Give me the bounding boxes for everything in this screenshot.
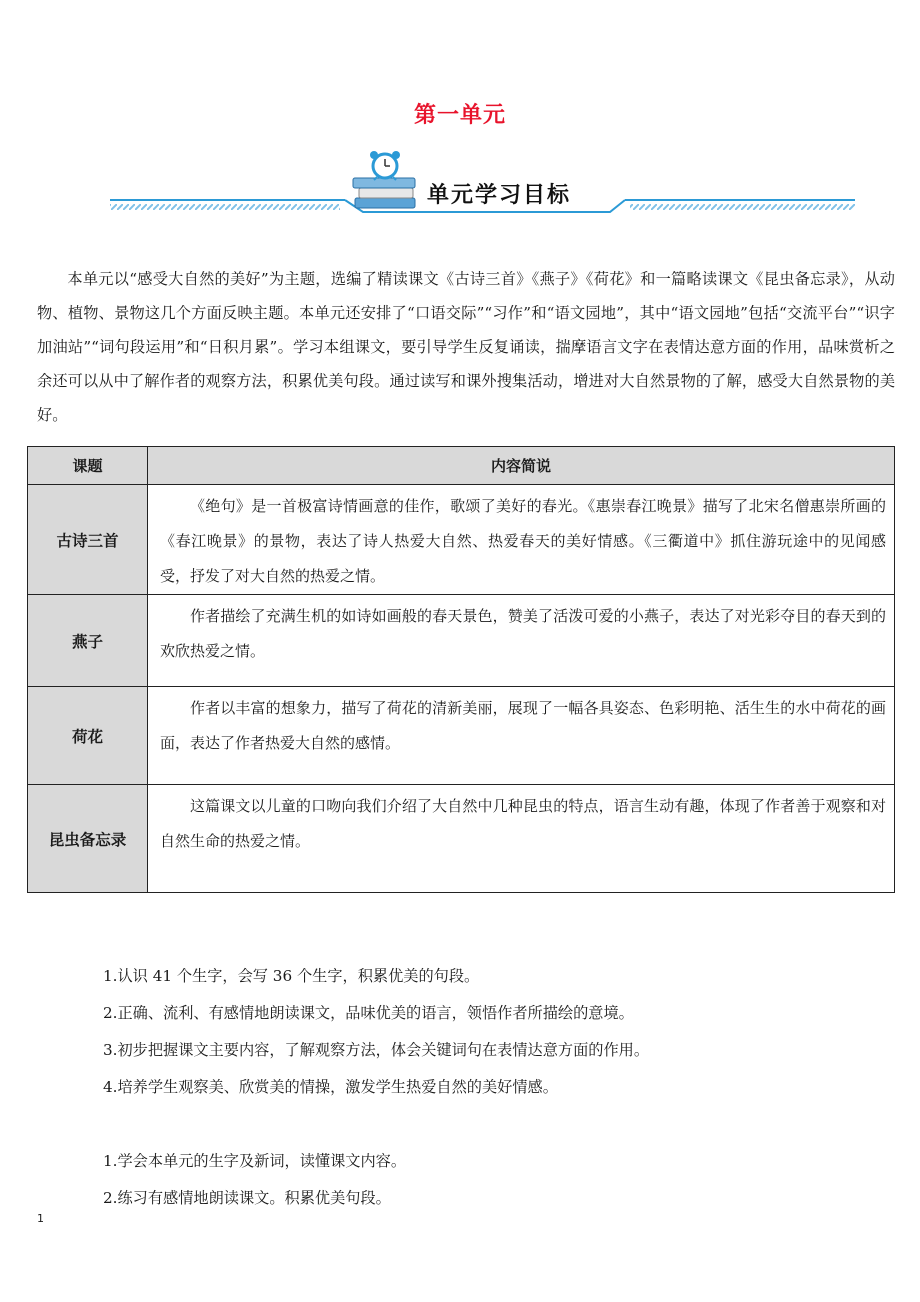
- page-number: 1: [37, 1212, 44, 1225]
- key-points-list: [103, 1143, 863, 1217]
- list-item: 4.培养学生观察美、欣赏美的情操，激发学生热爱自然的美好情感。: [103, 1078, 558, 1096]
- alarm-clock-on-books-icon: [353, 151, 415, 208]
- table-header-desc: 内容简说: [148, 447, 895, 485]
- table-cell-topic: 昆虫备忘录: [28, 785, 148, 893]
- list-item: 1.认识 41 个生字，会写 36 个生字，积累优美的句段。: [103, 967, 480, 985]
- intro-paragraph: 本单元以“感受大自然的美好”为主题，选编了精读课文《古诗三首》《燕子》《荷花》和一篇略读课文《昆虫备忘录》，从动物、植物、景物这几个方面反映主题。本单元还安排了“口语交际”“习作”和“语文园地”，其中“语文园地”包括“交流平台”“识字加油站”“词句段运用”和“日积月累”。学习本组课文，要引导学生反复诵读，揣摩语言文字在表情达意方面的作用，品味赏析之余还可以从中了解作者的观察方法，积累优美句段。通过读写和课外搜集活动，增进对大自然景物的了解，感受大自然景物的美好。: [37, 270, 895, 424]
- section-banner: [105, 150, 860, 220]
- lesson-summary-table: [27, 446, 895, 893]
- table-cell-desc: 这篇课文以儿童的口吻向我们介绍了大自然中几种昆虫的特点，语言生动有趣，体现了作者善于观察和对自然生命的热爱之情。: [148, 785, 895, 893]
- table-header-row: [28, 447, 895, 485]
- unit-title: 第一单元: [413, 103, 506, 128]
- list-item: 2.正确、流利、有感情地朗读课文，品味优美的语言，领悟作者所描绘的意境。: [103, 1004, 634, 1022]
- table-cell-topic: 荷花: [28, 687, 148, 785]
- table-row: [28, 485, 895, 595]
- table-row: [28, 687, 895, 785]
- list-item: 1.学会本单元的生字及新词，读懂课文内容。: [103, 1152, 407, 1170]
- list-item: 3.初步把握课文主要内容，了解观察方法，体会关键词句在表情达意方面的作用。: [103, 1041, 650, 1059]
- table-row: [28, 595, 895, 687]
- learning-goals-list: [103, 958, 863, 1106]
- table-cell-topic: 燕子: [28, 595, 148, 687]
- table-header-topic: 课题: [28, 447, 148, 485]
- table-cell-topic: 古诗三首: [28, 485, 148, 595]
- list-item: 2.练习有感情地朗读课文。积累优美句段。: [103, 1189, 391, 1207]
- table-row: [28, 785, 895, 893]
- banner-label: 单元学习目标: [427, 183, 572, 208]
- table-cell-desc: 作者以丰富的想象力，描写了荷花的清新美丽，展现了一幅各具姿态、色彩明艳、活生生的水中荷花的画面，表达了作者热爱大自然的感情。: [148, 687, 895, 785]
- table-cell-desc: 《绝句》是一首极富诗情画意的佳作，歌颂了美好的春光。《惠崇春江晚景》描写了北宋名僧惠崇所画的《春江晚景》的景物，表达了诗人热爱大自然、热爱春天的美好情感。《三衢道中》抓住游玩途中的见闻感受，抒发了对大自然的热爱之情。: [148, 485, 895, 595]
- table-cell-desc: 作者描绘了充满生机的如诗如画般的春天景色，赞美了活泼可爱的小燕子，表达了对光彩夺目的春天到的欢欣热爱之情。: [148, 595, 895, 687]
